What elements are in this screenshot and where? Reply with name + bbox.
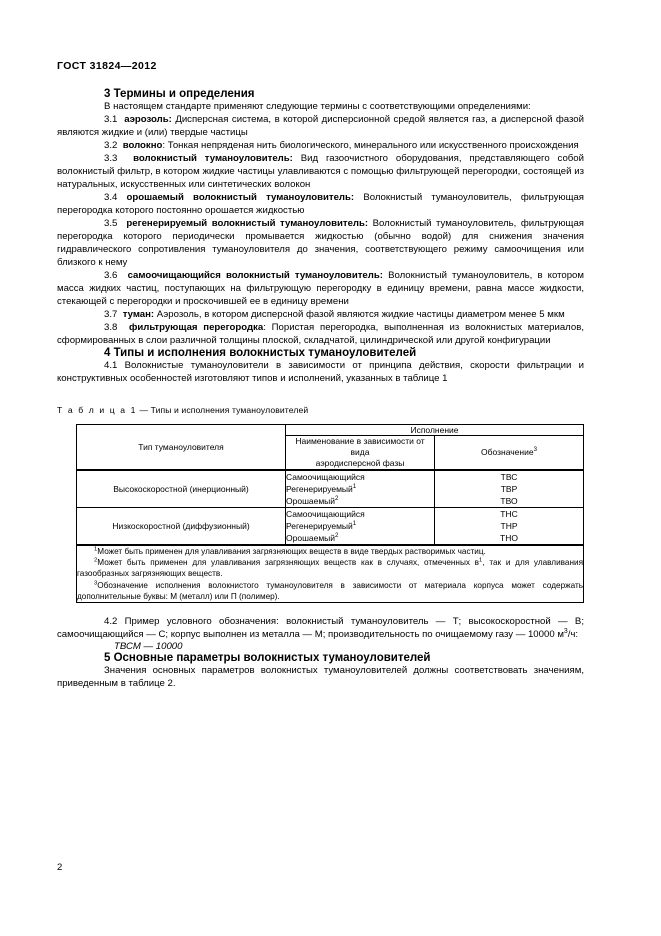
section-3-intro: В настоящем стандарте применяют следующие термины с соответствующими определениями:	[104, 101, 531, 112]
term-3-5-num: 3.5	[104, 218, 118, 229]
term-3-5-name: регенерируемый волокнистый туманоуловитель:	[126, 218, 369, 229]
paragraph-4-1-text: Волокнистые туманоуловители в зависимости от принципа действия, скорости фильтрации и конструктивных особенностей изготовляют типов и исполнений, указанных в таблице 1	[57, 360, 584, 384]
spacer	[57, 603, 584, 615]
table-header-designation-label: Обозначение	[481, 447, 534, 457]
table-row-1-name-2-sup: 1	[352, 483, 357, 491]
section-5-heading: 5 Основные параметры волокнистых туманоуловителей	[104, 652, 431, 665]
table-1	[76, 424, 584, 603]
table-row	[77, 508, 584, 546]
table-row-2-designations	[435, 508, 584, 546]
paragraph-4-2-text: Пример условного обозначения: волокнистый туманоуловитель — Т; высокоскоростной — В; самоочищающийся — С; корпус выполнен из металла — М; производительность по очищаемому газу — 10000 $м^3/ч$:	[57, 616, 584, 641]
footnote-1-text: Может быть применен для улавливания загрязняющих веществ в виде твердых растворимых частиц.	[97, 547, 486, 556]
footnote-2-sup: 2	[94, 557, 98, 564]
table-row-2-name-3-sup: 2	[335, 532, 339, 540]
page-number: 2	[57, 862, 63, 873]
page-content	[57, 88, 584, 690]
footnote-1	[77, 546, 583, 557]
term-3-7-num: 3.7	[104, 309, 118, 320]
term-3-8-def: : Пористая перегородка, выполненная из волокнистых материалов, сформированных в слои различной толщины плоской, складчатой, цилиндрической или другой конфигурации	[57, 322, 584, 346]
term-3-4-def: Волокнистый туманоуловитель, фильтрующая перегородка которого постоянно орошается жидкостью	[57, 192, 585, 216]
paragraph-5-1: Значения основных параметров волокнистых туманоуловителей должны соответствовать значениям, приведенным в таблице 2.	[57, 665, 584, 690]
section-4-heading: 4 Типы и исполнения волокнистых туманоуловителей	[104, 347, 417, 359]
table-footnotes-row	[77, 545, 584, 603]
term-3-7-name: туман:	[122, 309, 155, 320]
table-row-1-desig-3: ТВО	[500, 496, 518, 506]
table-row-1-desig-2: ТВР	[500, 484, 518, 494]
paragraph-4-2-num: 4.2	[104, 616, 118, 628]
table-row-2-names	[286, 508, 435, 546]
table-1-caption-label: Т а б л и ц а 1	[57, 405, 137, 415]
table-row	[77, 470, 584, 508]
table-1-caption-text: — Типы и исполнения туманоуловителей	[136, 405, 309, 415]
table-header-designation-sup: 3	[533, 446, 537, 454]
table-row-1-name-2: Регенерируемый	[286, 484, 353, 494]
table-row-2-name-3: Орошаемый	[286, 533, 336, 543]
table-row-1-desig-1: ТВС	[500, 472, 518, 482]
table-row-2-type: Низкоскоростной (диффузионный)	[77, 508, 286, 546]
table-row-1-name-3-sup: 2	[335, 495, 339, 503]
table-row-2-desig-1: ТНС	[500, 509, 518, 519]
spacer	[57, 385, 584, 405]
standard-header: ГОСТ 31824—2012	[57, 60, 157, 72]
table-1-caption	[57, 405, 584, 415]
footnote-3	[77, 580, 583, 602]
term-3-7	[57, 308, 584, 321]
term-3-3-name: волокнистый туманоуловитель:	[133, 153, 293, 164]
table-row-1-names	[286, 470, 435, 508]
table-header-name-line1: Наименование в зависимости от вида	[295, 436, 425, 457]
term-3-6-name: самоочищающийся волокнистый туманоуловитель:	[127, 270, 383, 281]
term-3-2-num: 3.2	[104, 140, 118, 151]
table-1-wrapper	[76, 424, 584, 603]
term-3-1-name: аэрозоль:	[124, 114, 172, 125]
term-3-8	[57, 321, 584, 347]
term-3-8-num: 3.8	[104, 322, 118, 333]
paragraph-4-2	[57, 615, 584, 641]
term-3-3-def: Вид газоочистного оборудования, представляющего собой волокнистый фильтр, в котором жидкие частицы улавливаются с помощью фильтрующей перегородки, состоящей из натуральных, искусственных или синтетических волокон	[57, 153, 584, 190]
paragraph-4-1	[57, 359, 584, 385]
term-3-5	[57, 217, 584, 269]
table-header-row-1	[77, 425, 584, 436]
term-3-6	[57, 269, 584, 308]
table-header-name	[286, 436, 435, 471]
term-3-2-name: волокно	[122, 140, 163, 151]
term-3-5-def: Волокнистый туманоуловитель, фильтрующая перегородка которого периодически промывается жидкостью (обычно водой) для снижения значения гидравлического сопротивления туманоуловителя до значения, соответствующего режиму самоочищения или близкого к нему	[57, 218, 584, 268]
table-row-1-type: Высокоскоростной (инерционный)	[77, 470, 286, 508]
table-header-designation	[435, 436, 584, 471]
footnote-3-text: Обозначение исполнения волокнистого туманоуловителя в зависимости от материала корпуса может содержать дополнительные буквы: М (металл) или П (полимер).	[77, 580, 583, 601]
term-3-6-num: 3.6	[104, 270, 118, 281]
table-row-2-name-2-sup: 1	[352, 520, 357, 528]
table-row-1-designations	[435, 470, 584, 508]
table-header-type: Тип туманоуловителя	[77, 425, 286, 471]
footnote-1-sup: 1	[94, 546, 98, 553]
term-3-7-def: Аэрозоль, в котором дисперсной фазой являются жидкие частицы диаметром менее 5 мкм	[154, 309, 565, 320]
term-3-4-num: 3.4	[104, 192, 118, 203]
term-3-1-num: 3.1	[104, 114, 118, 125]
table-header-name-line2: аэродисперсной фазы	[315, 458, 405, 468]
footnote-3-sup: 3	[94, 579, 98, 586]
term-3-2-def: : Тонкая непряденая нить биологического, минерального или искусственного происхождения	[162, 140, 579, 151]
term-3-6-def: Волокнистый туманоуловитель, в котором масса жидких частиц, поступающих на фильтрующую перегородку в единицу времени, равна массе жидкости, стекающей с перегородки и проскочившей ее в единицу времени	[57, 270, 584, 307]
term-3-4-name: орошаемый волокнистый туманоуловитель:	[126, 192, 355, 203]
term-3-8-name: фильтрующая перегородка	[128, 322, 264, 333]
footnote-2	[77, 557, 583, 579]
term-3-1	[57, 113, 584, 139]
term-3-3	[57, 152, 584, 191]
table-header-group-ispolnenie: Исполнение	[286, 425, 584, 436]
paragraph-4-1-num: 4.1	[104, 360, 118, 371]
paragraph-4-2-example: ТВСМ — 10000	[114, 641, 183, 653]
table-row-1-name-3: Орошаемый	[286, 496, 336, 506]
footnote-2-text: Может быть применен для улавливания загрязняющих веществ как в случаях, отмеченных $в^1$, так и для улавливания газообразных загрязняющих веществ.	[77, 557, 584, 579]
term-3-2	[57, 139, 584, 152]
term-3-4	[57, 191, 584, 217]
section-3-heading: 3 Термины и определения	[104, 88, 255, 100]
table-1-footnotes	[77, 545, 584, 603]
table-row-2-desig-2: ТНР	[500, 521, 518, 531]
table-row-1-name-1: Самоочищающийся	[286, 472, 365, 482]
table-row-2-name-1: Самоочищающийся	[286, 509, 365, 519]
term-3-1-def: Дисперсная система, в которой дисперсионной средой является газ, а дисперсной фазой являются жидкие и (или) твердые частицы	[57, 114, 584, 138]
table-row-2-name-2: Регенерируемый	[286, 521, 353, 531]
term-3-3-num: 3.3	[104, 153, 118, 164]
table-row-2-desig-3: ТНО	[500, 533, 518, 543]
